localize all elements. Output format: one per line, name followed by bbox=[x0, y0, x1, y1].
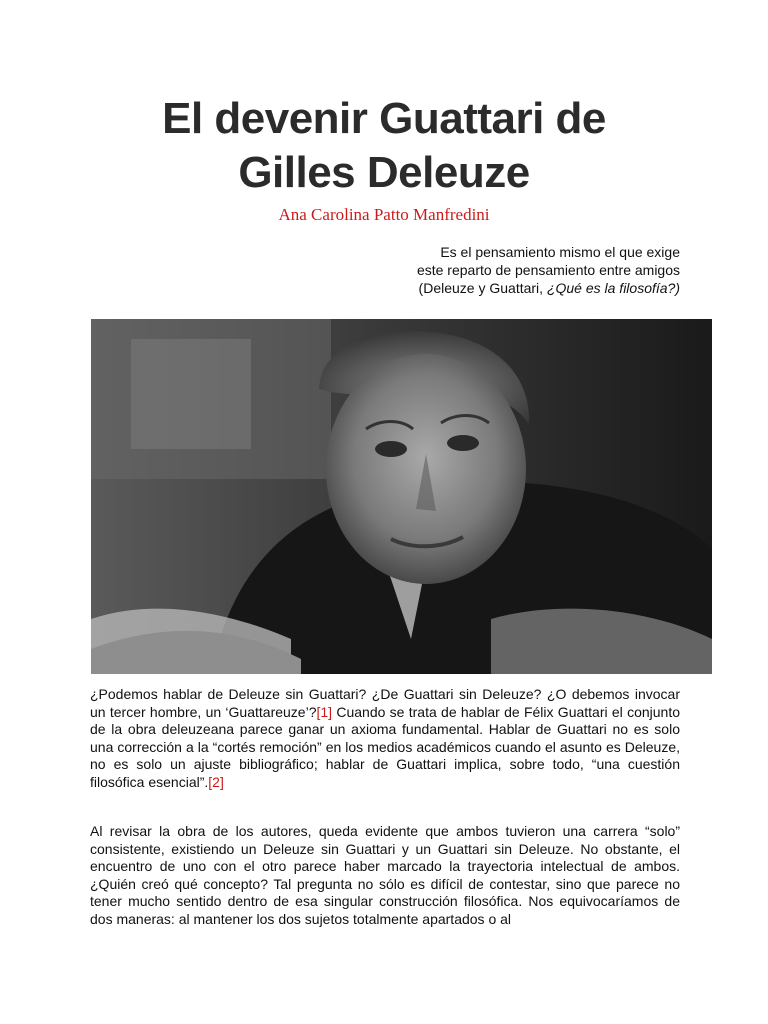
epigraph-line-2: este reparto de pensamiento entre amigos bbox=[416, 262, 680, 278]
epigraph-line-1: Es el pensamiento mismo el que exige bbox=[440, 244, 680, 260]
author-name: Ana Carolina Patto Manfredini bbox=[278, 205, 490, 224]
portrait-photo-image bbox=[91, 319, 712, 674]
footnote-ref-2[interactable]: [2] bbox=[208, 773, 224, 790]
portrait-photo bbox=[91, 319, 712, 674]
paragraph-2: Al revisar la obra de los autores, queda evidente que ambos tuvieron una carrera “solo” consistente, existiendo un Deleuze sin Guattari y un Guattari sin Deleuze. No obstante, el encuentro de uno con el otro parece haber marcado la trayectoria intelectual de ambos. ¿Quién creó qué concepto? Tal pregunta no sólo es difícil de contestar, sino que parece no tener mucho sentido dentro de esa singular construcción filosófica. Nos equivocaríamos de dos maneras: al mantener los dos sujetos totalmente apartados o al bbox=[90, 823, 680, 927]
paragraph-1 bbox=[90, 686, 680, 791]
epigraph-line-3 bbox=[260, 279, 680, 297]
epigraph bbox=[260, 243, 680, 297]
paragraph-1-text-b: Cuando se trata de hablar de Félix Guattari el conjunto de la obra deleuzeana parece ganar un axioma fundamental. Hablar de Guattari no es solo una corrección a la “cortés remoción” en los medios académicos cuando el asunto es Deleuze, no es solo un ajuste bibliográfico; hablar de Guattari implica, sobre todo, “una cuestión filosófica esencial”. bbox=[90, 703, 680, 790]
paragraph-1-text-a: ¿Podemos hablar de Deleuze sin Guattari? ¿De Guattari sin Deleuze? ¿O debemos invocar un tercer hombre, un ‘Guattareuze’? bbox=[90, 686, 680, 720]
title-line-2: Gilles Deleuze bbox=[238, 148, 530, 197]
epigraph-citation: (Deleuze y Guattari, bbox=[418, 280, 547, 296]
title-line-1: El devenir Guattari de bbox=[162, 94, 606, 143]
footnote-ref-1[interactable]: [1] bbox=[316, 703, 333, 720]
document-title bbox=[0, 92, 768, 200]
epigraph-book-title: ¿Qué es la filosofía?) bbox=[546, 280, 680, 296]
